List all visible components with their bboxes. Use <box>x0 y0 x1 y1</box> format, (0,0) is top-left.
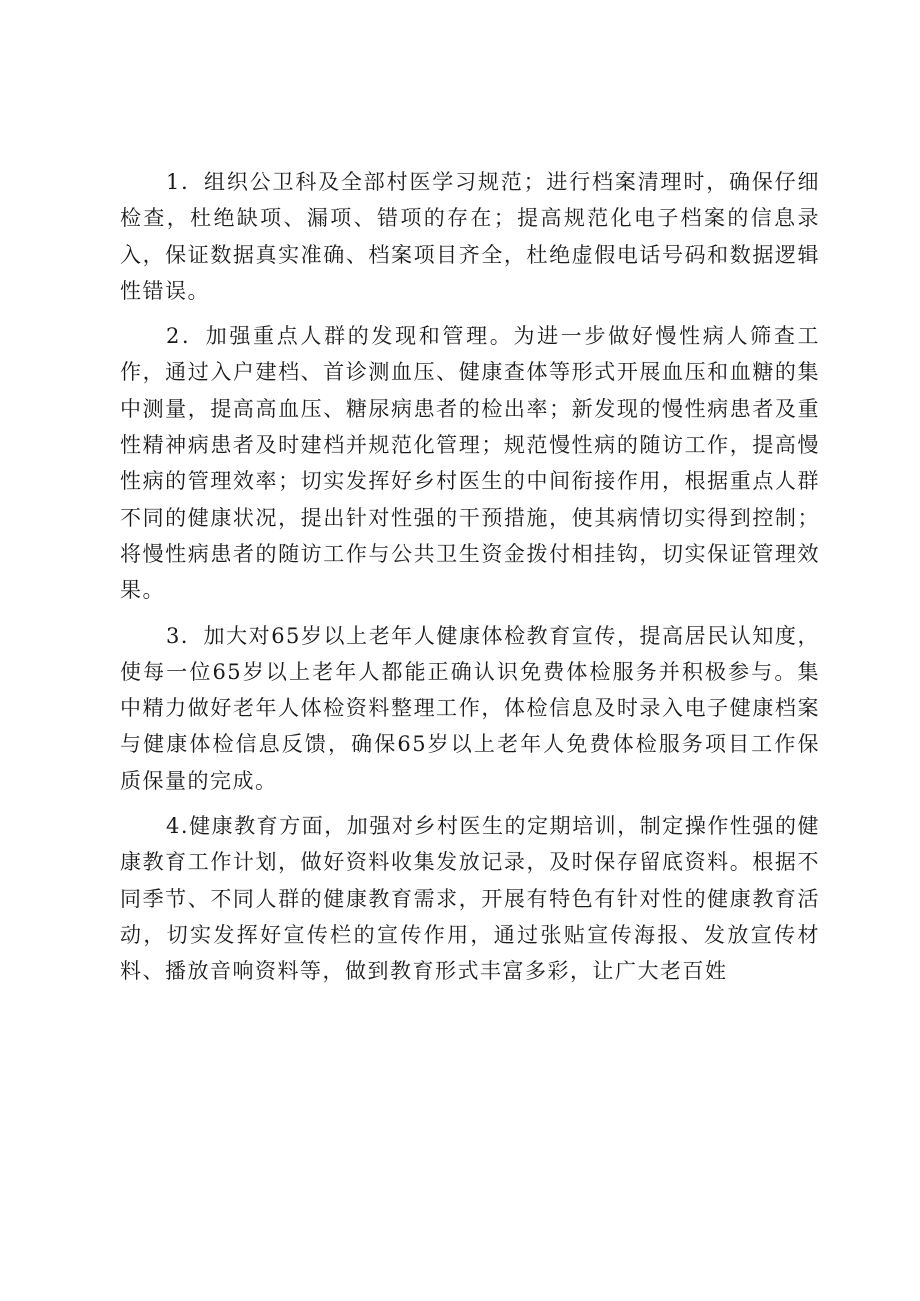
document-body <box>120 164 820 999</box>
paragraph-1: 1．组织公卫科及全部村医学习规范；进行档案清理时，确保仔细检查，杜绝缺项、漏项、错项的存在；提高规范化电子档案的信息录入，保证数据真实准确、档案项目齐全，杜绝虚假电话号码和数据逻辑性错误。 <box>120 170 820 303</box>
paragraph-2: 2．加强重点人群的发现和管理。为进一步做好慢性病人筛查工作，通过入户建档、首诊测血压、健康查体等形式开展血压和血糖的集中测量，提高高血压、糖尿病患者的检出率；新发现的慢性病患者及重性精神病患者及时建档并规范化管理；规范慢性病的随访工作，提高慢性病的管理效率；切实发挥好乡村医生的中间衔接作用，根据重点人群不同的健康状况，提出针对性强的干预措施，使其病情切实得到控制；将慢性病患者的随访工作与公共卫生资金拨付相挂钩，切实保证管理效果。 <box>120 324 820 603</box>
paragraph-4: 4.健康教育方面，加强对乡村医生的定期培训，制定操作性强的健康教育工作计划，做好资料收集发放记录，及时保存留底资料。根据不同季节、不同人群的健康教育需求，开展有特色有针对性的健康教育活动，切实发挥好宣传栏的宣传作用，通过张贴宣传海报、发放宣传材料、播放音响资料等，做到教育形式丰富多彩，让广大老百姓 <box>120 814 820 984</box>
paragraph-3: 3．加大对65岁以上老年人健康体检教育宣传，提高居民认知度，使每一位65岁以上老年人都能正确认识免费体检服务并积极参与。集中精力做好老年人体检资料整理工作，体检信息及时录入电子健康档案与健康体检信息反馈，确保65岁以上老年人免费体检服务项目工作保质保量的完成。 <box>120 623 820 793</box>
